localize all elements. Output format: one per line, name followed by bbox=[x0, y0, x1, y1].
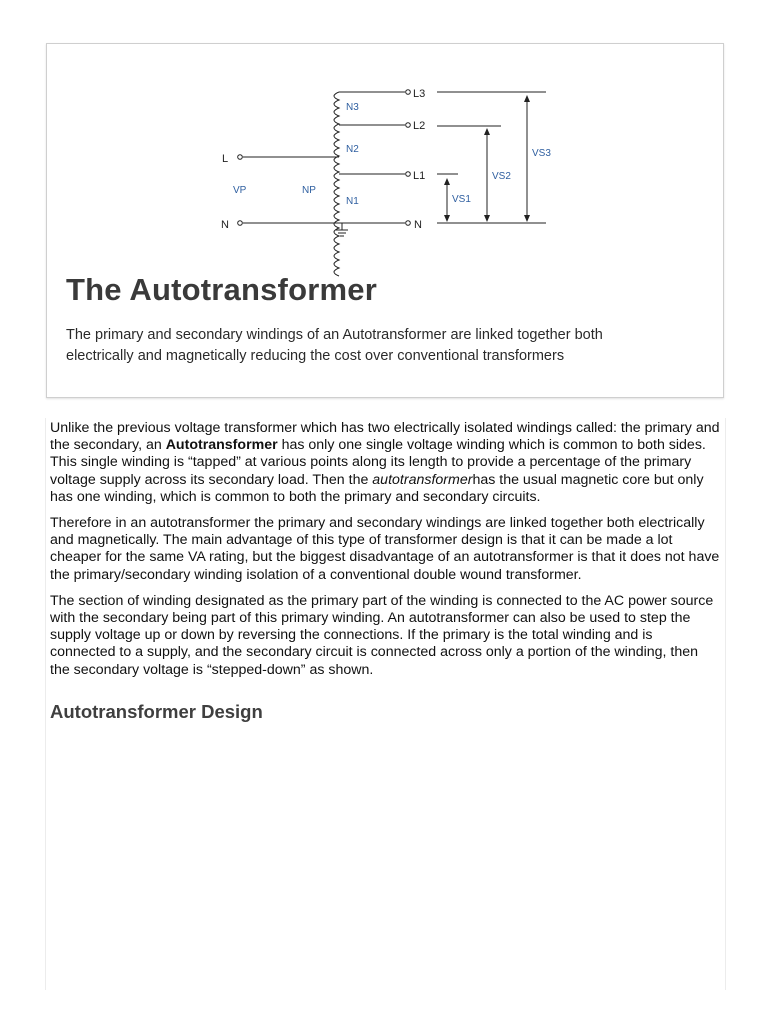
paragraph-linking: Therefore in an autotransformer the primary and secondary windings are linked together both electrically and magnetically. The main advantage of this type of transformer design is that it can be made a lot cheaper for the same VA rating, but the biggest disadvantage of an autotransformer is that it does not have the primary/secondary winding isolation of a conventional double wound transformer. bbox=[50, 515, 720, 583]
label-n1: N1 bbox=[346, 196, 359, 207]
terminal-n-left bbox=[238, 221, 243, 226]
paragraph-winding-section: The section of winding designated as the primary part of the winding is connected to the AC power source with the secondary being part of this primary winding. An autotransformer can also be used to step the supply voltage up or down by reversing the connections. If the primary is the total winding and is connected to a supply, and the secondary circuit is connected across only a portion of the winding, then the secondary voltage is “stepped-down” as shown. bbox=[50, 592, 714, 678]
autotransformer-bold-term: Autotransformer bbox=[165, 437, 278, 454]
label-l3: L3 bbox=[413, 88, 426, 100]
terminal-l3 bbox=[406, 90, 411, 95]
terminal-l1 bbox=[406, 172, 411, 177]
paragraph-intro-text-2: has only one single voltage winding which is common to both sides. This single winding is “tapped” at various points along its length to provide a percentage of the primary voltage supply across its secondary load. Then the bbox=[50, 437, 706, 488]
terminal-l bbox=[238, 155, 243, 160]
terminal-n-right bbox=[406, 221, 411, 226]
paragraph-intro-text-1: Unlike the previous voltage transformer which has two electrically isolated windings called: the primary and the secondary, an bbox=[50, 420, 720, 454]
vs1-arrow-head-bottom bbox=[444, 215, 450, 222]
vs3-arrow-head-bottom bbox=[524, 215, 530, 222]
page-description: The primary and secondary windings of an Autotransformer are linked together both electrically and magnetically reducing the cost over conventional transformers bbox=[66, 327, 603, 364]
vs1-arrow-head-top bbox=[444, 178, 450, 185]
article-body bbox=[45, 418, 726, 990]
label-n-right: N bbox=[414, 219, 422, 231]
label-vs1: VS1 bbox=[452, 194, 471, 205]
label-n2: N2 bbox=[346, 144, 359, 155]
label-vs3: VS3 bbox=[532, 148, 551, 159]
label-np: NP bbox=[302, 185, 316, 196]
label-n3: N3 bbox=[346, 102, 359, 113]
terminal-l2 bbox=[406, 123, 411, 128]
autotransformer-italic-term: autotransformer bbox=[372, 471, 473, 488]
label-vp: VP bbox=[233, 185, 247, 196]
vs2-arrow-head-top bbox=[484, 128, 490, 135]
label-vs2: VS2 bbox=[492, 171, 511, 182]
section-heading: Autotransformer Design bbox=[50, 700, 263, 722]
autotransformer-diagram bbox=[47, 44, 725, 294]
label-l2: L2 bbox=[413, 120, 426, 132]
vs2-arrow-head-bottom bbox=[484, 215, 490, 222]
paragraph-intro bbox=[50, 420, 721, 506]
article-header-card[interactable] bbox=[46, 43, 724, 398]
page-title: The Autotransformer bbox=[66, 272, 377, 307]
label-n-left: N bbox=[221, 219, 229, 231]
paragraph-intro-text-3: has the usual magnetic core but only has one winding, which is common to both the primary and secondary circuits. bbox=[50, 471, 704, 505]
vs3-arrow-head-top bbox=[524, 95, 530, 102]
label-l1: L1 bbox=[413, 170, 426, 182]
winding-coil bbox=[334, 92, 339, 276]
label-l: L bbox=[222, 153, 229, 165]
